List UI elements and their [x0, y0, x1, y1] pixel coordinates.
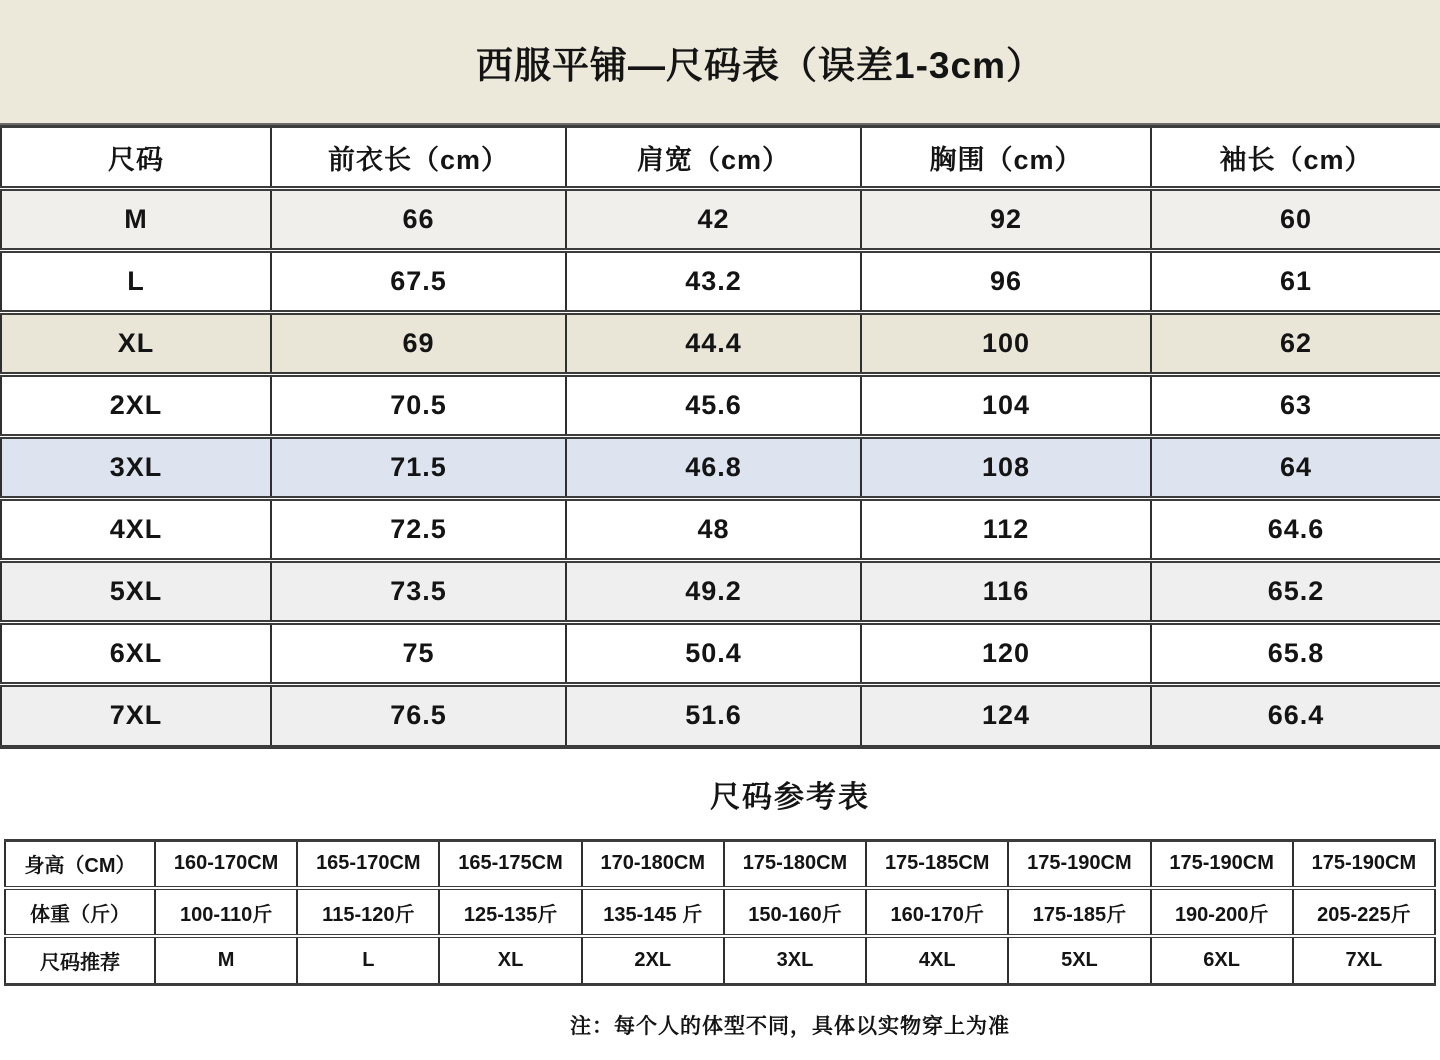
cell-recommend-size: 6XL: [1151, 936, 1293, 984]
cell-value: 51.6: [566, 685, 861, 747]
row-label-recommend: 尺码推荐: [5, 936, 155, 984]
cell-recommend-size: XL: [439, 936, 581, 984]
size-table: [0, 125, 1440, 749]
cell-size: XL: [1, 313, 271, 375]
header-cell-shoulder: 肩宽（cm）: [566, 127, 861, 189]
table-row: [1, 561, 1440, 623]
cell-size: 5XL: [1, 561, 271, 623]
cell-value: 76.5: [271, 685, 566, 747]
cell-value: 64.6: [1151, 499, 1440, 561]
cell-value: 112: [861, 499, 1151, 561]
cell-height-range: 175-190CM: [1008, 840, 1150, 888]
cell-value: 60: [1151, 189, 1440, 251]
table-row: [1, 313, 1440, 375]
cell-weight-range: 205-225斤: [1293, 888, 1435, 936]
cell-height-range: 165-170CM: [297, 840, 439, 888]
cell-value: 65.2: [1151, 561, 1440, 623]
cell-value: 50.4: [566, 623, 861, 685]
table-row: [1, 499, 1440, 561]
cell-height-range: 175-190CM: [1151, 840, 1293, 888]
cell-value: 73.5: [271, 561, 566, 623]
cell-recommend-size: 3XL: [724, 936, 866, 984]
cell-value: 104: [861, 375, 1151, 437]
note: [0, 1010, 1440, 1040]
cell-value: 63: [1151, 375, 1440, 437]
cell-recommend-size: L: [297, 936, 439, 984]
title-band: [0, 0, 1440, 125]
cell-height-range: 170-180CM: [582, 840, 724, 888]
cell-value: 43.2: [566, 251, 861, 313]
cell-size: 4XL: [1, 499, 271, 561]
cell-weight-range: 100-110斤: [155, 888, 297, 936]
row-label-weight: 体重（斤）: [5, 888, 155, 936]
table-row: [1, 437, 1440, 499]
cell-value: 75: [271, 623, 566, 685]
cell-value: 66: [271, 189, 566, 251]
cell-value: 71.5: [271, 437, 566, 499]
section-title: [0, 749, 1440, 839]
cell-recommend-size: 2XL: [582, 936, 724, 984]
reference-row-recommend: [5, 936, 1435, 984]
table-row: [1, 375, 1440, 437]
cell-recommend-size: 4XL: [866, 936, 1008, 984]
page-title: 西服平铺—尺码表（误差1-3cm）: [476, 44, 1044, 86]
cell-size: 2XL: [1, 375, 271, 437]
cell-value: 92: [861, 189, 1151, 251]
header-cell-front-length: 前衣长（cm）: [271, 127, 566, 189]
cell-value: 44.4: [566, 313, 861, 375]
cell-height-range: 175-185CM: [866, 840, 1008, 888]
cell-height-range: 165-175CM: [439, 840, 581, 888]
cell-weight-range: 175-185斤: [1008, 888, 1150, 936]
cell-value: 72.5: [271, 499, 566, 561]
cell-weight-range: 150-160斤: [724, 888, 866, 936]
header-cell-size: 尺码: [1, 127, 271, 189]
cell-value: 67.5: [271, 251, 566, 313]
cell-recommend-size: 5XL: [1008, 936, 1150, 984]
cell-size: L: [1, 251, 271, 313]
cell-value: 108: [861, 437, 1151, 499]
cell-height-range: 175-180CM: [724, 840, 866, 888]
table-row: [1, 623, 1440, 685]
cell-value: 96: [861, 251, 1151, 313]
cell-weight-range: 125-135斤: [439, 888, 581, 936]
size-table-header-row: [1, 127, 1440, 189]
table-row: [1, 685, 1440, 747]
cell-value: 49.2: [566, 561, 861, 623]
cell-weight-range: 190-200斤: [1151, 888, 1293, 936]
cell-size: 3XL: [1, 437, 271, 499]
cell-weight-range: 115-120斤: [297, 888, 439, 936]
cell-value: 46.8: [566, 437, 861, 499]
reference-row-height: [5, 840, 1435, 888]
reference-row-weight: [5, 888, 1435, 936]
cell-height-range: 175-190CM: [1293, 840, 1435, 888]
cell-height-range: 160-170CM: [155, 840, 297, 888]
reference-table-title: 尺码参考表: [710, 780, 870, 814]
note-text: 注：每个人的体型不同，具体以实物穿上为准: [570, 1014, 1010, 1038]
cell-recommend-size: 7XL: [1293, 936, 1435, 984]
cell-value: 64: [1151, 437, 1440, 499]
cell-value: 124: [861, 685, 1151, 747]
table-row: [1, 189, 1440, 251]
cell-value: 69: [271, 313, 566, 375]
header-cell-chest: 胸围（cm）: [861, 127, 1151, 189]
cell-value: 48: [566, 499, 861, 561]
cell-size: M: [1, 189, 271, 251]
cell-size: 7XL: [1, 685, 271, 747]
cell-recommend-size: M: [155, 936, 297, 984]
cell-value: 62: [1151, 313, 1440, 375]
cell-value: 116: [861, 561, 1151, 623]
size-reference-table: [4, 839, 1436, 986]
cell-value: 100: [861, 313, 1151, 375]
cell-value: 65.8: [1151, 623, 1440, 685]
header-cell-sleeve: 袖长（cm）: [1151, 127, 1440, 189]
cell-size: 6XL: [1, 623, 271, 685]
cell-value: 70.5: [271, 375, 566, 437]
cell-weight-range: 135-145 斤: [582, 888, 724, 936]
cell-value: 61: [1151, 251, 1440, 313]
table-row: [1, 251, 1440, 313]
row-label-height: 身高（CM）: [5, 840, 155, 888]
cell-value: 45.6: [566, 375, 861, 437]
cell-value: 120: [861, 623, 1151, 685]
cell-value: 42: [566, 189, 861, 251]
cell-weight-range: 160-170斤: [866, 888, 1008, 936]
cell-value: 66.4: [1151, 685, 1440, 747]
